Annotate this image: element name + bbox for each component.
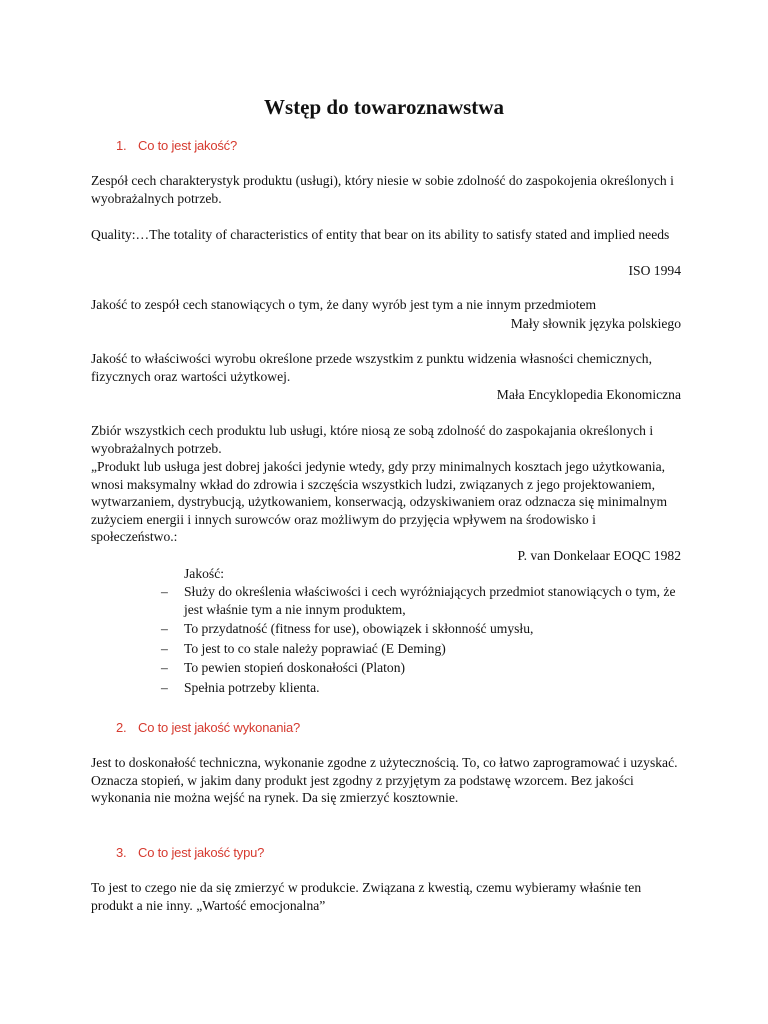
iso-source: ISO 1994 (628, 263, 681, 278)
section-1-heading (116, 137, 237, 154)
iso-quote: Quality:…The totality of characteristics of entity that bear on its ability to satisfy stated and implied needs (91, 227, 670, 242)
section-3-number: 3. (116, 845, 127, 860)
list-dash: – (161, 660, 168, 676)
donkelaar-source: P. van Donkelaar EOQC 1982 (517, 548, 681, 563)
quality-list (161, 583, 681, 697)
list-dash: – (161, 640, 168, 656)
list-item (161, 620, 681, 638)
features-paragraph: Zbiór wszystkich cech produktu lub usługi, które niosą ze sobą zdolność do zaspokajania określonych i wyobrażalnych potrzeb. (91, 423, 654, 456)
list-intro: Jakość: (184, 566, 225, 581)
list-item (161, 583, 681, 618)
list-dash: – (161, 679, 168, 695)
dictionary-quote: Jakość to zespół cech stanowiących o tym, że dany wyrób jest tym a nie innym przedmiotem (91, 297, 597, 312)
list-item-text: To przydatność (fitness for use), obowiązek i skłonność umysłu, (184, 621, 534, 637)
section-3-heading-text: Co to jest jakość typu? (138, 845, 265, 860)
definition-paragraph: Zespół cech charakterystyk produktu (usługi), który niesie w sobie zdolność do zaspokojenia określonych i wyobrażalnych potrzeb. (91, 173, 674, 206)
list-item-text: Służy do określenia właściwości i cech wyróżniających przedmiot stanowiących o tym, że jest właśnie tym a nie innym produktem, (184, 584, 676, 617)
section-1-heading-text: Co to jest jakość? (138, 138, 238, 153)
list-item (161, 679, 681, 697)
list-dash: – (161, 584, 168, 599)
dictionary-source: Mały słownik języka polskiego (510, 316, 681, 331)
list-dash: – (161, 621, 168, 637)
document-title: Wstęp do towaroznawstwa (264, 95, 504, 119)
type-quality-paragraph: To jest to czego nie da się zmierzyć w produkcie. Związana z kwestią, czemu wybieramy właśnie ten produkt a nie inny. „Wartość emocjonalna” (91, 880, 642, 913)
donkelaar-quote: „Produkt lub usługa jest dobrej jakości jedynie wtedy, gdy przy minimalnych kosztach jego użytkowania, wnosi maksymalny wkład do zdrowia i szczęścia wszystkich ludzi, związanych z jego projektowaniem, wytwarzaniem, dystrybucją, użytkowaniem, konserwacją, odzyskiwaniem oraz odznacza się minimalnym zużyciem energii i innych surowców oraz możliwym do przyjęcia wpływem na środowisko i społeczeństwo.: (91, 459, 668, 545)
list-item (161, 659, 681, 677)
encyclopedia-quote: Jakość to właściwości wyrobu określone przede wszystkim z punktu widzenia własności chemicznych, fizycznych oraz wartości użytkowej. (91, 351, 652, 384)
section-3-heading (116, 844, 264, 861)
section-2-heading (116, 719, 300, 736)
list-item (161, 640, 681, 658)
workmanship-paragraph: Jest to doskonałość techniczna, wykonanie zgodne z użytecznością. To, co łatwo zaprogramować i uzyskać. Oznacza stopień, w jakim dany produkt jest zgodny z przyjętym za podstawę wzorcem. Bez jakości wykonania nie można wejść na rynek. Da się zmierzyć kosztownie. (91, 755, 678, 806)
encyclopedia-source: Mała Encyklopedia Ekonomiczna (496, 387, 681, 402)
section-2-number: 2. (116, 720, 127, 735)
list-item-text: To jest to co stale należy poprawiać (E Deming) (184, 640, 446, 656)
list-item-text: Spełnia potrzeby klienta. (184, 679, 320, 695)
section-2-heading-text: Co to jest jakość wykonania? (138, 720, 301, 735)
list-item-text: To pewien stopień doskonałości (Platon) (184, 660, 406, 676)
section-1-number: 1. (116, 138, 127, 153)
